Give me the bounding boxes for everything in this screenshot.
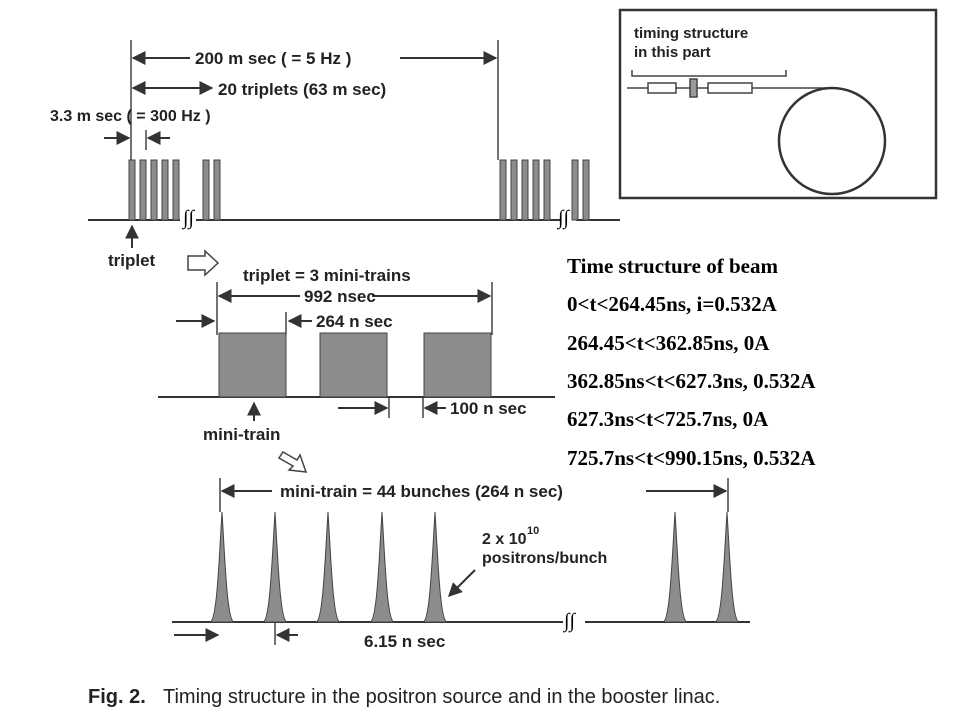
- pulse-bar: [522, 160, 528, 220]
- transition-arrow-icon: [188, 251, 218, 275]
- charge-base: 2 x 10: [482, 531, 527, 548]
- caption-text: Timing structure in the positron source and in the booster linac.: [163, 686, 721, 708]
- top-pulse-section: [50, 40, 620, 275]
- bunch-peak: [370, 512, 394, 622]
- beam-line-5: 725.7ns<t<990.15ns, 0.532A: [567, 446, 816, 470]
- charge-label-1: [482, 531, 527, 548]
- span-label: 992 nsec: [304, 287, 376, 306]
- middle-title: triplet = 3 mini-trains: [243, 266, 411, 285]
- bunch-peak: [663, 512, 687, 622]
- gap-label: 100 n sec: [450, 399, 527, 418]
- inset-component: [648, 83, 676, 93]
- caption-fig: Fig. 2.: [88, 686, 146, 708]
- middle-train-section: [158, 266, 555, 472]
- pulse-bar: [572, 160, 578, 220]
- pulse-bar: [162, 160, 168, 220]
- inset-panel: [620, 10, 936, 198]
- pulse-bar: [129, 160, 135, 220]
- pulse-bar: [214, 160, 220, 220]
- pulse-bar: [151, 160, 157, 220]
- minitrain-label: mini-train: [203, 425, 281, 444]
- top-pulses: [129, 160, 589, 220]
- pulse-bar: [544, 160, 550, 220]
- bunch-peak: [316, 512, 340, 622]
- bottom-title: mini-train = 44 bunches (264 n sec): [280, 482, 563, 501]
- pulse-bar: [173, 160, 179, 220]
- charge-pointer: [449, 570, 475, 596]
- break-mark: ∫∫: [564, 610, 575, 632]
- triplets-label: 20 triplets (63 m sec): [218, 80, 387, 99]
- figure-caption: [88, 686, 720, 708]
- beam-line-2: 264.45<t<362.85ns, 0A: [567, 331, 770, 355]
- inset-line-2: in this part: [634, 44, 711, 61]
- transition-arrow-icon: [279, 452, 306, 472]
- pulse-bar: [140, 160, 146, 220]
- train-label: 264 n sec: [316, 312, 393, 331]
- mini-train-block: [424, 333, 491, 397]
- pulse-bar: [533, 160, 539, 220]
- mini-train-block: [219, 333, 286, 397]
- charge-label-2: positrons/bunch: [482, 550, 608, 567]
- bunches: [210, 512, 739, 622]
- bunch-spacing-label: 6.15 n sec: [364, 632, 446, 651]
- break-mark: ∫∫: [183, 207, 194, 229]
- inset-component: [708, 83, 752, 93]
- beam-line-1: 0<t<264.45ns, i=0.532A: [567, 292, 777, 316]
- pulse-bar: [583, 160, 589, 220]
- inset-line-1: timing structure: [634, 25, 749, 42]
- beam-line-4: 627.3ns<t<725.7ns, 0A: [567, 407, 769, 431]
- beam-line-3: 362.85ns<t<627.3ns, 0.532A: [567, 369, 816, 393]
- beam-time-structure-text: [567, 254, 816, 470]
- pulse-bar: [500, 160, 506, 220]
- spacing-label: 3.3 m sec ( = 300 Hz ): [50, 108, 211, 125]
- break-mark: ∫∫: [558, 207, 569, 229]
- bunch-peak: [423, 512, 447, 622]
- inset-component: [690, 79, 697, 97]
- mini-trains: [219, 333, 491, 397]
- mini-train-block: [320, 333, 387, 397]
- booster-ring-icon: [779, 88, 885, 194]
- triplet-label: triplet: [108, 251, 156, 270]
- bunch-peak: [210, 512, 234, 622]
- period-label: 200 m sec ( = 5 Hz ): [195, 49, 352, 68]
- beam-title: Time structure of beam: [567, 254, 778, 278]
- pulse-bar: [511, 160, 517, 220]
- pulse-bar: [203, 160, 209, 220]
- bunch-peak: [263, 512, 287, 622]
- charge-exponent: 10: [527, 525, 540, 537]
- bottom-bunch-section: [172, 478, 750, 651]
- bunch-peak: [715, 512, 739, 622]
